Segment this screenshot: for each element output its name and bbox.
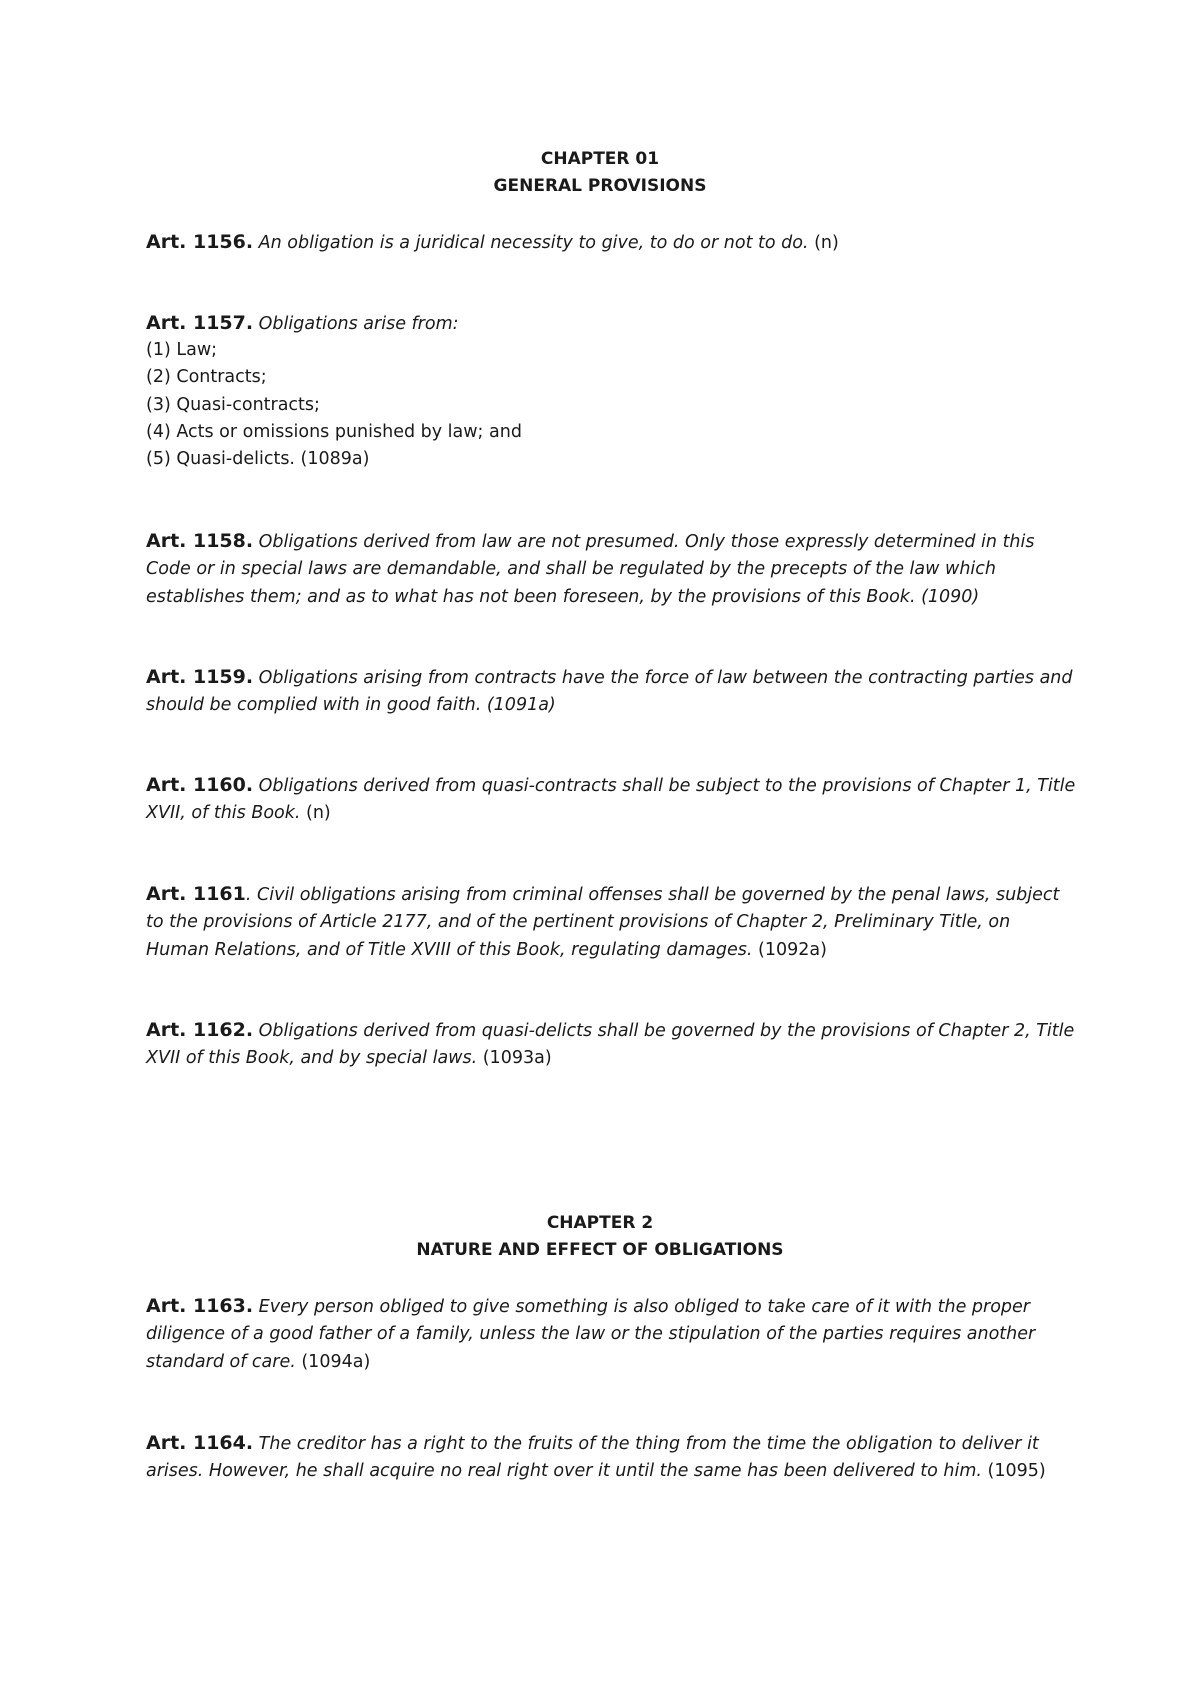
article-text: Every person obliged to give something is also obliged to take care of it with the proper diligence of a good father of a family, unless the law or the stipulation of the parties requires another standard of care. — [146, 1297, 1036, 1372]
article-source: (1094a) — [295, 1351, 371, 1372]
article-text: Obligations arising from contracts have the force of law between the contracting parties and should be complied with in good faith. (1091a) — [146, 668, 1073, 716]
article-number: Art. 1163. — [146, 1295, 254, 1317]
article-number: Art. 1161 — [146, 883, 246, 905]
chapter-title: CHAPTER 01 — [540, 149, 660, 169]
chapter-heading — [0, 146, 1200, 200]
sources-list — [146, 337, 1046, 473]
list-item: (5) Quasi-delicts. (1089a) — [146, 449, 370, 470]
article-text: An obligation is a juridical necessity to give, to do or not to do. — [253, 233, 809, 253]
chapter-title: CHAPTER 2 — [546, 1213, 654, 1233]
article-number: Art. 1156. — [146, 231, 254, 253]
article-1160 — [146, 772, 1076, 828]
article-text: Obligations arise from: — [253, 314, 459, 334]
article-source: (1093a) — [477, 1048, 552, 1069]
article-text: Obligations derived from quasi-contracts shall be subject to the provisions of Chapter 1, Title XVII, of this Book. — [146, 776, 1076, 824]
list-item: (3) Quasi-contracts; — [146, 394, 320, 415]
article-1162 — [146, 1017, 1076, 1073]
article-text: The creditor has a right to the fruits of the thing from the time the obligation to deliver it arises. However, he shall acquire no real right over it until the same has been delivered to him. — [146, 1434, 1039, 1482]
chapter-heading — [0, 1210, 1200, 1264]
article-source: (1092a) — [752, 939, 827, 960]
list-item: (4) Acts or omissions punished by law; and — [146, 421, 522, 442]
chapter-subtitle: GENERAL PROVISIONS — [493, 176, 707, 196]
list-item: (1) Law; — [146, 340, 218, 360]
article-1156 — [146, 229, 1076, 257]
article-text: Obligations derived from law are not presumed. Only those expressly determined in this Code or in special laws are demandable, and shall be regulated by the precepts of the law which establishes them; and as to what has not been foreseen, by the provisions of this Book. (1090) — [146, 532, 1035, 607]
article-1164 — [146, 1430, 1076, 1486]
article-source: (n) — [300, 803, 331, 824]
article-text: . Civil obligations arising from criminal offenses shall be governed by the penal laws, subject to the provisions of Article 2177, and of the pertinent provisions of Chapter 2, Preliminary Title, on Human Relations, and of Title XVIII of this Book, regulating damages. — [146, 885, 1060, 960]
article-1159 — [146, 664, 1076, 720]
article-1161 — [146, 881, 1076, 964]
chapter-subtitle: NATURE AND EFFECT OF OBLIGATIONS — [416, 1240, 784, 1260]
article-number: Art. 1158. — [146, 530, 254, 552]
list-item: (2) Contracts; — [146, 367, 267, 388]
article-number: Art. 1160. — [146, 774, 254, 796]
article-number: Art. 1162. — [146, 1019, 254, 1041]
article-1157 — [146, 310, 1076, 338]
article-1158 — [146, 528, 1076, 611]
article-text: Obligations derived from quasi-delicts shall be governed by the provisions of Chapter 2, Title XVII of this Book, and by special laws. — [146, 1021, 1075, 1069]
article-source: (1095) — [981, 1461, 1046, 1482]
article-source: (n) — [808, 233, 839, 253]
article-1163 — [146, 1293, 1076, 1376]
article-number: Art. 1164. — [146, 1432, 254, 1454]
article-number: Art. 1157. — [146, 312, 254, 334]
article-number: Art. 1159. — [146, 666, 254, 688]
